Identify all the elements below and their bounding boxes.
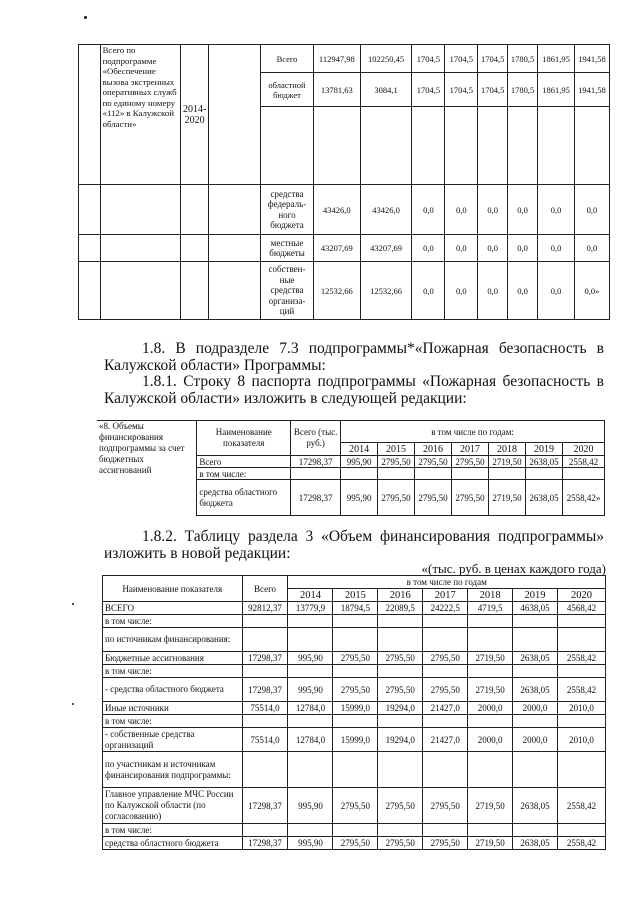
value-cell: 2719,50 — [468, 837, 513, 850]
table-row — [103, 652, 606, 665]
value-cell — [333, 824, 378, 837]
empty-cell — [341, 468, 378, 480]
table-row — [103, 602, 606, 615]
value-cell: 3084,1 — [360, 73, 412, 107]
value-cell: 2795,50 — [378, 456, 415, 468]
total-cell — [242, 715, 288, 728]
value-cell: 995,90 — [288, 788, 333, 824]
empty-cell — [100, 262, 180, 320]
row-label: средства областного бюджета — [103, 837, 243, 850]
scan-dot — [84, 16, 87, 19]
value-cell — [558, 752, 606, 788]
value-cell: 2719,50 — [468, 678, 513, 702]
row-label: средства федераль-ного бюджета — [261, 185, 314, 235]
value-cell: 2795,50 — [423, 788, 468, 824]
value-cell: 4568,42 — [558, 602, 606, 615]
empty-cell — [525, 468, 562, 480]
value-cell: 15999,0 — [333, 702, 378, 715]
header-years: в том числе по годам: — [341, 421, 605, 443]
value-cell: 43426,0 — [313, 185, 360, 235]
year-header: 2016 — [415, 443, 452, 456]
value-cell: 2638,05 — [513, 837, 558, 850]
value-cell: 2000,0 — [513, 702, 558, 715]
value-cell — [423, 715, 468, 728]
value-cell: 1861,95 — [538, 73, 575, 107]
year-header: 2015 — [333, 589, 378, 602]
value-cell — [468, 824, 513, 837]
year-header: 2016 — [378, 589, 423, 602]
year-header: 2018 — [468, 589, 513, 602]
row-label: Бюджетные ассигнования — [103, 652, 243, 665]
value-cell: 0,0 — [478, 185, 508, 235]
subprogram-funding-volume-table — [102, 575, 606, 850]
total-cell — [242, 665, 288, 678]
value-cell — [558, 665, 606, 678]
value-cell: 13779,9 — [288, 602, 333, 615]
value-cell — [513, 615, 558, 628]
value-cell: 2795,50 — [333, 678, 378, 702]
table-row — [103, 788, 606, 824]
value-cell — [378, 824, 423, 837]
value-cell: 2795,50 — [452, 456, 489, 468]
value-cell: 2558,42 — [558, 788, 606, 824]
value-cell: 2558,42 — [562, 456, 604, 468]
total-cell — [242, 628, 288, 652]
value-cell — [378, 665, 423, 678]
value-cell: 2558,42 — [558, 837, 606, 850]
row-label: Всего — [261, 45, 314, 73]
table-row — [103, 665, 606, 678]
paragraph-1-8-2: 1.8.2. Таблицу раздела 3 «Объем финансирования подпрограммы» изложить в новой редакции: — [104, 528, 604, 562]
scan-dot — [72, 603, 74, 605]
paragraph-1-8: 1.8. В подразделе 7.3 подпрограммы*«Пожарная безопасность в Калужской области» Программы: — [104, 340, 604, 374]
empty-cell — [181, 262, 209, 320]
empty-cell — [209, 185, 261, 235]
value-cell: 2558,42 — [558, 678, 606, 702]
value-cell: 0,0» — [574, 262, 609, 320]
year-header: 2015 — [378, 443, 415, 456]
value-cell: 995,90 — [288, 678, 333, 702]
row-label: областной бюджет — [261, 73, 314, 107]
value-cell: 0,0 — [508, 185, 538, 235]
value-cell: 2719,50 — [468, 652, 513, 665]
empty-cell — [452, 468, 489, 480]
year-header: 2017 — [423, 589, 468, 602]
row-label: в том числе: — [103, 615, 243, 628]
empty-cell — [261, 107, 314, 185]
value-cell: 0,0 — [445, 262, 478, 320]
paragraph-1-8-1: 1.8.1. Строку 8 паспорта подпрограммы «Пожарная безопасность в Калужской области» изложить в следующей редакции: — [104, 373, 604, 407]
value-cell — [468, 665, 513, 678]
empty-cell — [100, 185, 180, 235]
value-cell: 19294,0 — [378, 728, 423, 752]
row-label: в том числе: — [103, 715, 243, 728]
value-cell: 995,90 — [341, 480, 378, 516]
total-cell: 75514,0 — [242, 728, 288, 752]
value-cell: 0,0 — [445, 185, 478, 235]
value-cell: 2795,50 — [378, 678, 423, 702]
year-header: 2019 — [525, 443, 562, 456]
year-header: 2018 — [489, 443, 526, 456]
row-label: - средства областного бюджета — [103, 678, 243, 702]
value-cell: 2000,0 — [513, 728, 558, 752]
value-cell — [378, 615, 423, 628]
row-label: - собственные средства организаций — [103, 728, 243, 752]
table-row — [103, 824, 606, 837]
value-cell: 0,0 — [538, 185, 575, 235]
empty-cell — [378, 468, 415, 480]
value-cell: 4638,05 — [513, 602, 558, 615]
value-cell: 2638,05 — [525, 480, 562, 516]
row-label: в том числе: — [197, 468, 291, 480]
empty-cell — [79, 185, 101, 235]
row-label: в том числе: — [103, 665, 243, 678]
value-cell — [288, 752, 333, 788]
year-header: 2017 — [452, 443, 489, 456]
value-cell: 112947,98 — [313, 45, 360, 73]
value-cell: 2795,50 — [423, 652, 468, 665]
value-cell: 0,0 — [538, 235, 575, 262]
value-cell — [423, 824, 468, 837]
value-cell: 1704,5 — [412, 73, 445, 107]
value-cell: 0,0 — [445, 235, 478, 262]
value-cell: 2795,50 — [378, 837, 423, 850]
row-label: местные бюджеты — [261, 235, 314, 262]
total-cell: 17298,37 — [242, 652, 288, 665]
value-cell: 1780,5 — [508, 45, 538, 73]
row-label: средства областного бюджета — [197, 480, 291, 516]
value-cell: 2000,0 — [468, 728, 513, 752]
row-label: по источникам финансирования: — [103, 628, 243, 652]
total-cell: 92812,37 — [242, 602, 288, 615]
empty-cell — [209, 235, 261, 262]
row-label: Всего — [197, 456, 291, 468]
total-cell: 17298,37 — [291, 480, 341, 516]
value-cell: 2795,50 — [378, 788, 423, 824]
value-cell: 0,0 — [478, 235, 508, 262]
value-cell — [423, 615, 468, 628]
empty-cell — [181, 185, 209, 235]
total-cell: 17298,37 — [242, 837, 288, 850]
table-row — [103, 678, 606, 702]
value-cell: 21427,0 — [423, 702, 468, 715]
value-cell — [468, 715, 513, 728]
value-cell — [423, 628, 468, 652]
value-cell: 43426,0 — [360, 185, 412, 235]
period: 2014-2020 — [181, 45, 209, 185]
value-cell — [288, 628, 333, 652]
value-cell: 995,90 — [288, 652, 333, 665]
value-cell — [333, 628, 378, 652]
empty-cell — [415, 468, 452, 480]
total-cell: 17298,37 — [291, 456, 341, 468]
year-header: 2020 — [558, 589, 606, 602]
year-header: 2020 — [562, 443, 604, 456]
value-cell: 2638,05 — [513, 652, 558, 665]
empty-cell — [445, 107, 478, 185]
value-cell: 2719,50 — [468, 788, 513, 824]
year-header: 2014 — [341, 443, 378, 456]
value-cell — [333, 665, 378, 678]
value-cell: 2638,05 — [513, 788, 558, 824]
value-cell: 12784,0 — [288, 728, 333, 752]
value-cell — [513, 715, 558, 728]
empty-cell — [79, 262, 101, 320]
total-cell — [242, 615, 288, 628]
empty-cell — [574, 107, 609, 185]
value-cell: 15999,0 — [333, 728, 378, 752]
value-cell — [468, 628, 513, 652]
value-cell — [333, 615, 378, 628]
value-cell: 0,0 — [412, 235, 445, 262]
subprogram-112-funding-table — [78, 44, 610, 320]
value-cell: 2638,05 — [525, 456, 562, 468]
value-cell — [423, 752, 468, 788]
table-row — [103, 715, 606, 728]
table-row — [103, 837, 606, 850]
table-row — [103, 615, 606, 628]
value-cell — [378, 628, 423, 652]
value-cell: 1704,5 — [412, 45, 445, 73]
value-cell: 2719,50 — [489, 456, 526, 468]
row-label: Главное управление МЧС России по Калужской области (по согласованию) — [103, 788, 243, 824]
program-name: Всего по подпрограмме «Обеспечение вызова экстренных оперативных служб по единому номеру «112» в Калужской области» — [100, 45, 180, 185]
header-total: Всего (тыс. руб.) — [291, 421, 341, 456]
empty-cell — [181, 235, 209, 262]
value-cell — [513, 665, 558, 678]
value-cell: 2638,05 — [513, 678, 558, 702]
value-cell: 1704,5 — [478, 73, 508, 107]
value-cell: 22089,5 — [378, 602, 423, 615]
value-cell: 1704,5 — [445, 45, 478, 73]
header-years: в том числе по годам — [288, 576, 606, 589]
empty-cell — [79, 235, 101, 262]
value-cell: 43207,69 — [360, 235, 412, 262]
value-cell: 2558,42 — [558, 652, 606, 665]
value-cell: 2719,50 — [489, 480, 526, 516]
value-cell: 12784,0 — [288, 702, 333, 715]
value-cell: 2795,50 — [423, 837, 468, 850]
value-cell: 0,0 — [538, 262, 575, 320]
value-cell: 19294,0 — [378, 702, 423, 715]
value-cell: 2000,0 — [468, 702, 513, 715]
value-cell: 0,0 — [574, 185, 609, 235]
total-cell — [242, 824, 288, 837]
value-cell: 0,0 — [508, 262, 538, 320]
value-cell — [513, 628, 558, 652]
value-cell: 12532,66 — [360, 262, 412, 320]
empty-cell — [79, 45, 101, 185]
empty-cell — [478, 107, 508, 185]
value-cell: 995,90 — [341, 456, 378, 468]
value-cell: 2795,50 — [378, 652, 423, 665]
empty-cell — [508, 107, 538, 185]
value-cell: 0,0 — [412, 185, 445, 235]
header-name: Наименование показателя — [197, 421, 291, 456]
value-cell: 0,0 — [478, 262, 508, 320]
value-cell — [378, 752, 423, 788]
value-cell: 18794,5 — [333, 602, 378, 615]
scan-dot — [72, 703, 74, 705]
value-cell: 102250,45 — [360, 45, 412, 73]
value-cell: 2010,0 — [558, 702, 606, 715]
value-cell — [288, 824, 333, 837]
table-row — [103, 752, 606, 788]
value-cell: 1780,5 — [508, 73, 538, 107]
value-cell: 2795,50 — [333, 837, 378, 850]
value-cell: 1941,58 — [574, 73, 609, 107]
value-cell: 0,0 — [574, 235, 609, 262]
empty-cell — [209, 262, 261, 320]
passport-row-8-table — [97, 420, 605, 516]
value-cell: 2795,50 — [333, 788, 378, 824]
value-cell: 1941,58 — [574, 45, 609, 73]
empty-cell — [313, 107, 360, 185]
total-cell: 75514,0 — [242, 702, 288, 715]
empty-cell — [360, 107, 412, 185]
header-name: Наименование показателя — [103, 576, 243, 602]
value-cell — [378, 715, 423, 728]
passport-row-label: «8. Объемы финансирования подпрограммы за счет бюджетных ассигнований — [97, 421, 197, 516]
value-cell: 2795,50 — [415, 480, 452, 516]
value-cell: 24222,5 — [423, 602, 468, 615]
value-cell — [288, 615, 333, 628]
value-cell: 2795,50 — [452, 480, 489, 516]
row-label: собствен-ные средства организа-ций — [261, 262, 314, 320]
value-cell — [513, 752, 558, 788]
value-cell — [288, 665, 333, 678]
value-cell: 2010,0 — [558, 728, 606, 752]
value-cell — [423, 665, 468, 678]
value-cell — [333, 715, 378, 728]
empty-cell — [562, 468, 604, 480]
header-total: Всего — [242, 576, 288, 602]
value-cell: 13781,63 — [313, 73, 360, 107]
table-row — [103, 702, 606, 715]
empty-cell — [209, 45, 261, 185]
empty-cell — [538, 107, 575, 185]
value-cell: 4719,5 — [468, 602, 513, 615]
value-cell — [558, 615, 606, 628]
value-cell: 2795,50 — [333, 652, 378, 665]
value-cell: 12532,66 — [313, 262, 360, 320]
value-cell: 21427,0 — [423, 728, 468, 752]
empty-cell — [291, 468, 341, 480]
value-cell — [558, 824, 606, 837]
value-cell: 2558,42» — [562, 480, 604, 516]
value-cell — [513, 824, 558, 837]
value-cell — [333, 752, 378, 788]
value-cell: 0,0 — [508, 235, 538, 262]
empty-cell — [489, 468, 526, 480]
value-cell: 995,90 — [288, 837, 333, 850]
empty-cell — [412, 107, 445, 185]
total-cell: 17298,37 — [242, 788, 288, 824]
value-cell: 1704,5 — [445, 73, 478, 107]
value-cell: 2795,50 — [423, 678, 468, 702]
value-cell — [468, 615, 513, 628]
row-label: ВСЕГО — [103, 602, 243, 615]
value-cell: 1704,5 — [478, 45, 508, 73]
row-label: Иные источники — [103, 702, 243, 715]
year-header: 2014 — [288, 589, 333, 602]
value-cell: 0,0 — [412, 262, 445, 320]
value-cell: 2795,50 — [415, 456, 452, 468]
value-cell — [558, 715, 606, 728]
empty-cell — [100, 235, 180, 262]
row-label: по участникам и источникам финансирования подпрограммы: — [103, 752, 243, 788]
table-row — [103, 728, 606, 752]
value-cell: 2795,50 — [378, 480, 415, 516]
units-note: «(тыс. руб. в ценах каждого года) — [421, 561, 606, 576]
row-label: в том числе: — [103, 824, 243, 837]
value-cell — [558, 628, 606, 652]
total-cell — [242, 752, 288, 788]
value-cell — [288, 715, 333, 728]
table-row — [103, 628, 606, 652]
value-cell: 43207,69 — [313, 235, 360, 262]
year-header: 2019 — [513, 589, 558, 602]
total-cell: 17298,37 — [242, 678, 288, 702]
value-cell — [468, 752, 513, 788]
value-cell: 1861,95 — [538, 45, 575, 73]
